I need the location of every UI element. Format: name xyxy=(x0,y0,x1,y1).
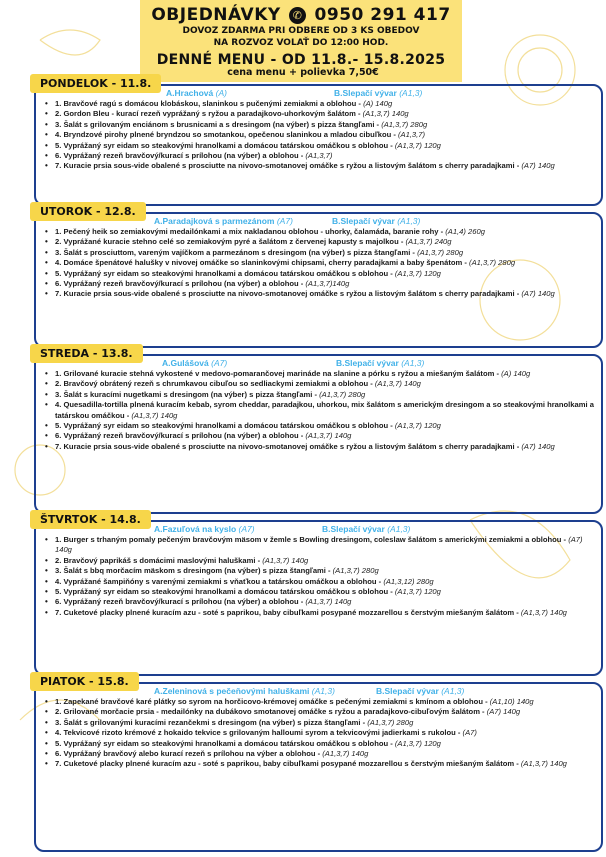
dish-item: • 7. Cuketové placky plnené kuracím azu - soté s paprikou, baby cibuľkami posypané mozzarellou s čerstvým miešaným šalátom - (A1,3,7) 140g xyxy=(42,608,595,618)
phone-number[interactable]: 0950 291 417 xyxy=(314,5,451,25)
dish-item: • 6. Vyprážaný rezeň bravčový/kurací s prílohou (na výber) a oblohou - (A1,3,7) 140g xyxy=(42,431,595,441)
dish-item: • 7. Kuracie prsia sous-vide obalené s prosciutte na nivovo-smotanovej omáčke s ryžou a listovým šalátom s cherry paradajkami - (A7) 140g xyxy=(42,289,595,299)
orders-label: OBJEDNÁVKY xyxy=(151,5,281,25)
day-section xyxy=(34,205,603,348)
dish-item: • 7. Kuracie prsia sous-vide obalené s prosciutte na nivovo-smotanovej omáčke s ryžou a listovým šalátom s cherry paradajkami - (A7) 140g xyxy=(42,161,595,171)
dish-list xyxy=(42,227,595,300)
soup-a: A.Zeleninová s pečeňovými haluškami (A1,3) xyxy=(154,686,335,696)
dish-item: • 5. Vyprážaný syr eidam so steakovými hranolkami a domácou tatárskou omáčkou s oblohou - (A1,3,7) 120g xyxy=(42,421,595,431)
phone-icon: ✆ xyxy=(289,7,306,24)
dish-item: • 3. Šalát s prosciuttom, vareným vajíčkom a parmezánom s dresingom (na výber) s pizza štangľami - (A1,3,7) 280g xyxy=(42,248,595,258)
dish-list xyxy=(42,99,595,172)
menu-title: DENNÉ MENU - OD 11.8.- 15.8.2025 xyxy=(156,52,446,68)
day-section xyxy=(34,347,603,514)
soup-a: A.Hrachová (A) xyxy=(166,88,227,98)
dish-item: • 1. Pečený heik so zemiakovými medailónkami a mix nakladanou oblohou - uhorky, čalamáda, baranie rohy - (A1,4) 260g xyxy=(42,227,595,237)
dish-item: • 6. Vyprážaný bravčový alebo kurací rezeň s prílohou na výber a oblohou - (A1,3,7) 140g xyxy=(42,749,595,759)
dish-item: • 6. Vyprážaný rezeň bravčový/kurací s prílohou (na výber) a oblohou - (A1,3,7)140g xyxy=(42,279,595,289)
soup-b: B.Slepačí vývar (A1,3) xyxy=(332,216,421,226)
day-section xyxy=(34,675,603,852)
dish-item: • 4. Tekvicové rizoto krémové z hokaido tekvice s grilovaným halloumi syrom a tekvicovými jadierkami s rukolou - (A7) xyxy=(42,728,595,738)
dish-item: • 1. Burger s trhaným pomaly pečeným bravčovým mäsom v žemle s Bowling dresingom, coleslaw šalátom s americkými zemiakmi a oblohou - (A7) 140g xyxy=(42,535,595,556)
dish-item: • 4. Vyprážané šampiňóny s varenými zemiakmi s vňaťkou a tatárskou omáčkou a oblohou - (A1,3,12) 280g xyxy=(42,577,595,587)
dish-item: • 6. Vyprážaný rezeň bravčový/kurací s prílohou (na výber) a oblohou - (A1,3,7) xyxy=(42,151,595,161)
dish-item: • 1. Bravčové ragú s domácou klobáskou, slaninkou s pučenými zemiakmi a oblohou - (A) 140g xyxy=(42,99,595,109)
soup-b: B.Slepačí vývar (A1,3) xyxy=(376,686,465,696)
soup-b: B.Slepačí vývar (A1,3) xyxy=(334,88,423,98)
dish-item: • 6. Vyprážaný rezeň bravčový/kurací s prílohou (na výber) a oblohou - (A1,3,7) 140g xyxy=(42,597,595,607)
menu-price: cena menu + polievka 7,50€ xyxy=(227,67,379,78)
dish-item: • 2. Bravčový obrátený rezeň s chrumkavou cibuľou so sedliackymi zemiakmi a oblohou - (A1,3,7) 140g xyxy=(42,379,595,389)
day-label: STREDA - 13.8. xyxy=(30,344,143,363)
soup-a: A.Fazuľová na kyslo (A7) xyxy=(154,524,255,534)
dish-item: • 4. Bryndzové pirohy plnené bryndzou so smotankou, opečenou slaninkou a mladou cibuľkou - (A1,3,7) xyxy=(42,130,595,140)
dish-list xyxy=(42,369,595,452)
soup-b: B.Slepačí vývar (A1,3) xyxy=(322,524,411,534)
dish-list xyxy=(42,697,595,770)
dish-item: • 4. Quesadilla-tortilla plnená kuracím kebab, syrom cheddar, paradajkou, uhorkou, mix šalátom s americkým dresingom a so steakovými hranolkami a tatárskou omáčkou - (A1,3,7) 140g xyxy=(42,400,595,421)
soup-b: B.Slepačí vývar (A1,3) xyxy=(336,358,425,368)
dish-item: • 1. Zapekané bravčové karé plátky so syrom na horčicovo-krémovej omáčke s pečenými zemiakmi s kmínom a oblohou - (A1,10) 140g xyxy=(42,697,595,707)
dish-list xyxy=(42,535,595,618)
dish-item: • 2. Grilované morčacie prsia - medailónky na dubákovo smotanovej omáčke s ryžou a paradajkovo-cibuľovým šalátom - (A7) 140g xyxy=(42,707,595,717)
soup-a: A.Gulášová (A7) xyxy=(162,358,228,368)
dish-item: • 3. Šalát s bbq morčacím mäskom s dresingom (na výber) s pizza štangľami - (A1,3,7) 280g xyxy=(42,566,595,576)
dish-item: • 3. Šalát s grilovaným enciánom s brusnicami a s dresingom (na výber) s pizza štangľami - (A1,3,7) 280g xyxy=(42,120,595,130)
delivery-deadline: NA ROZVOZ VOLAŤ DO 12:00 HOD. xyxy=(213,38,389,48)
dish-item: • 2. Gordon Bleu - kurací rezeň vyprážaný s ryžou a paradajkovo-uhorkovým šalátom - (A1,3,7) 140g xyxy=(42,109,595,119)
dish-item: • 5. Vyprážaný syr eidam so steakovými hranolkami a domácou tatárskou omáčkou s oblohou - (A1,3,7) 120g xyxy=(42,269,595,279)
delivery-note: DOVOZ ZDARMA PRI ODBERE OD 3 KS OBEDOV xyxy=(182,26,420,36)
dish-item: • 5. Vyprážaný syr eidam so steakovými hranolkami a domácou tatárskou omáčkou s oblohou - (A1,3,7) 120g xyxy=(42,141,595,151)
dish-item: • 2. Bravčový paprikáš s domácimi maslovými haluškami - (A1,3,7) 140g xyxy=(42,556,595,566)
dish-item: • 3. Šalát s kuracími nugetkami s dresingom (na výber) s pizza štangľami - (A1,3,7) 280g xyxy=(42,390,595,400)
day-label: PONDELOK - 11.8. xyxy=(30,74,161,93)
dish-item: • 5. Vyprážaný syr eidam so steakovými hranolkami a domácou tatárskou omáčkou s oblohou - (A1,3,7) 120g xyxy=(42,739,595,749)
dish-item: • 5. Vyprážaný syr eidam so steakovými hranolkami a domácou tatárskou omáčkou s oblohou - (A1,3,7) 120g xyxy=(42,587,595,597)
soup-a: A.Paradajková s parmezánom (A7) xyxy=(154,216,293,226)
dish-item: • 4. Domáce špenátové halušky v nivovej omáčke so slaninkovými chipsami, cherry paradajkami a baby špenátom - (A1,3,7) 280g xyxy=(42,258,595,268)
dish-item: • 3. Šalát s grilovanými kuracími rezančekmi s dresingom (na výber) s pizza štangľami - (A1,3,7) 280g xyxy=(42,718,595,728)
order-title xyxy=(140,5,462,25)
day-section xyxy=(34,513,603,676)
dish-item: • 1. Grilované kuracie stehná vykostené v medovo-pomarančovej marináde na slanine a pórku s ryžou a miešaným šalátom - (A) 140g xyxy=(42,369,595,379)
dish-item: • 7. Cuketové placky plnené kuracím azu - soté s paprikou, baby cibuľkami posypané mozzarellou s čerstvým miešaným šalátom - (A1,3,7) 140g xyxy=(42,759,595,769)
day-label: ŠTVRTOK - 14.8. xyxy=(30,510,151,529)
day-label: UTOROK - 12.8. xyxy=(30,202,146,221)
dish-item: • 2. Vyprážané kuracie stehno celé so zemiakovým pyré a šalátom z červenej kapusty s majolkou - (A1,3,7) 240g xyxy=(42,237,595,247)
dish-item: • 7. Kuracie prsia sous-vide obalené s prosciutte na nivovo-smotanovej omáčke s ryžou a listovým šalátom s cherry paradajkami - (A7) 140g xyxy=(42,442,595,452)
day-label: PIATOK - 15.8. xyxy=(30,672,139,691)
day-section xyxy=(34,77,603,206)
